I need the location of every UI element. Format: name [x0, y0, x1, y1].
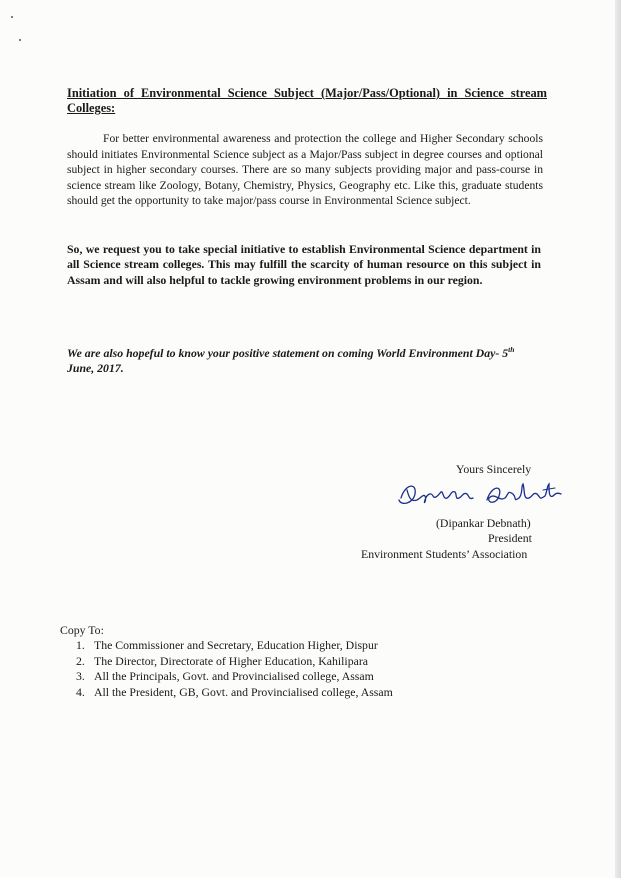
- list-number: 1.: [76, 638, 85, 652]
- sender-organization: Environment Students’ Association: [361, 547, 528, 561]
- list-number: 2.: [76, 653, 85, 668]
- copy-to-list: [76, 638, 393, 700]
- copy-to-label: Copy To:: [60, 623, 104, 637]
- hope-date: June, 2017.: [67, 361, 124, 376]
- list-item: [76, 654, 393, 670]
- list-text: All the President, GB, Govt. and Provincialised college, Assam: [94, 684, 393, 699]
- hope-superscript: th: [508, 345, 515, 354]
- scan-speck: [19, 39, 21, 41]
- closing-salutation: Yours Sincerely: [456, 462, 532, 476]
- hope-statement: [67, 342, 541, 377]
- list-text: All the Principals, Govt. and Provincialised college, Assam: [94, 669, 374, 684]
- list-item: [76, 685, 393, 701]
- handwritten-signature: [395, 476, 565, 512]
- list-number: 4.: [76, 684, 85, 699]
- list-item: [76, 638, 393, 654]
- scan-speck: [11, 16, 13, 18]
- scan-edge: [615, 0, 621, 878]
- request-paragraph: So, we request you to take special initiative to establish Environmental Science department in all Science stream colleges. This may fulfill the scarcity of human resource on this subject in Assam and will also helpful to tackle growing environment problems in our region.: [67, 242, 541, 287]
- list-text: The Director, Directorate of Higher Education, Kahilipara: [94, 653, 369, 668]
- body-paragraph: For better environmental awareness and protection the college and Higher Secondary schools should initiates Environmental Science subject as a Major/Pass subject in degree courses and optional subject in higher secondary courses. There are so many subjects providing major and pass-course in science stream like Zoology, Botany, Chemistry, Physics, Geography etc. Like this, graduate students should get the opportunity to take major/pass course in Environmental Science subject.: [67, 132, 543, 208]
- section-heading: Initiation of Environmental Science Subject (Major/Pass/Optional) in Science stream Colleges:: [67, 86, 547, 115]
- list-number: 3.: [76, 669, 85, 684]
- hope-text: We are also hopeful to know your positive statement on coming World Environment Day- 5: [67, 345, 509, 360]
- list-item: [76, 669, 393, 685]
- sender-name: (Dipankar Debnath): [436, 516, 531, 530]
- list-text: The Commissioner and Secretary, Education Higher, Dispur: [94, 638, 378, 652]
- sender-title: President: [488, 531, 532, 545]
